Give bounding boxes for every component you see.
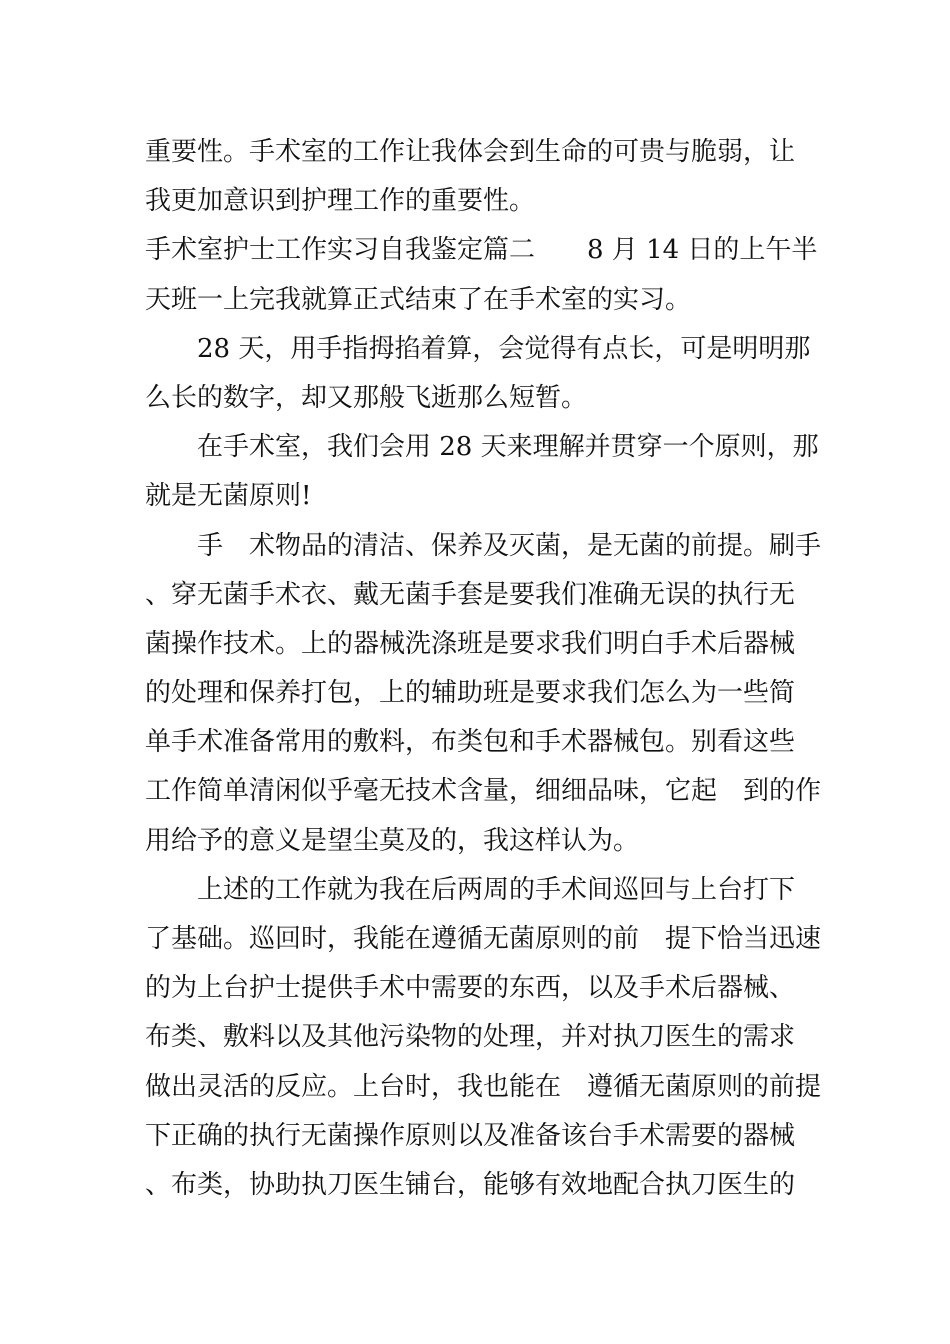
text-line: 、布类，协助执刀医生铺台，能够有效地配合执刀医生的: [145, 1169, 796, 1200]
text-line: 用给予的意义是望尘莫及的，我这样认为。: [145, 825, 640, 856]
text-line: 的为上台护士提供手术中需要的东西，以及手术后器械、: [145, 973, 796, 1004]
text-line: 做出灵活的反应。上台时，我也能在 遵循无菌原则的前提: [145, 1071, 822, 1102]
paragraph-start-line: 在手术室，我们会用 28 天来理解并贯穿一个原则，那: [197, 432, 819, 463]
text-line: 布类、敷料以及其他污染物的处理，并对执刀医生的需求: [145, 1022, 796, 1053]
text-line: 么长的数字，却又那般飞逝那么短暂。: [145, 382, 588, 413]
text-line: 天班一上完我就算正式结束了在手术室的实习。: [145, 284, 692, 315]
text-line: 工作简单清闲似乎毫无技术含量，细细品味，它起 到的作: [145, 776, 822, 807]
text-line: 单手术准备常用的敷料，布类包和手术器械包。别看这些: [145, 727, 796, 758]
text-line: 重要性。手术室的工作让我体会到生命的可贵与脆弱，让: [145, 137, 796, 167]
text-line: 我更加意识到护理工作的重要性。: [145, 186, 536, 217]
text-line: 就是无菌原则!: [145, 481, 312, 512]
text-line: 菌操作技术。上的器械洗涤班是要求我们明白手术后器械: [145, 628, 796, 659]
document-body: [145, 128, 822, 1210]
text-line: 、穿无菌手术衣、戴无菌手套是要我们准确无误的执行无: [145, 579, 796, 610]
text-line: 了基础。巡回时，我能在遵循无菌原则的前 提下恰当迅速: [145, 924, 822, 954]
text-line: 的处理和保养打包，上的辅助班是要求我们怎么为一些简: [145, 678, 796, 709]
section-heading-line: 手术室护士工作实习自我鉴定篇二 8 月 14 日的上午半: [145, 235, 818, 266]
paragraph-start-line: 手 术物品的清洁、保养及灭菌，是无菌的前提。刷手: [197, 530, 822, 561]
paragraph-start-line: 28 天，用手指拇掐着算，会觉得有点长，可是明明那: [197, 333, 811, 364]
text-line: 下正确的执行无菌操作原则以及准备该台手术需要的器械: [145, 1120, 796, 1151]
paragraph-start-line: 上述的工作就为我在后两周的手术间巡回与上台打下: [197, 874, 796, 905]
